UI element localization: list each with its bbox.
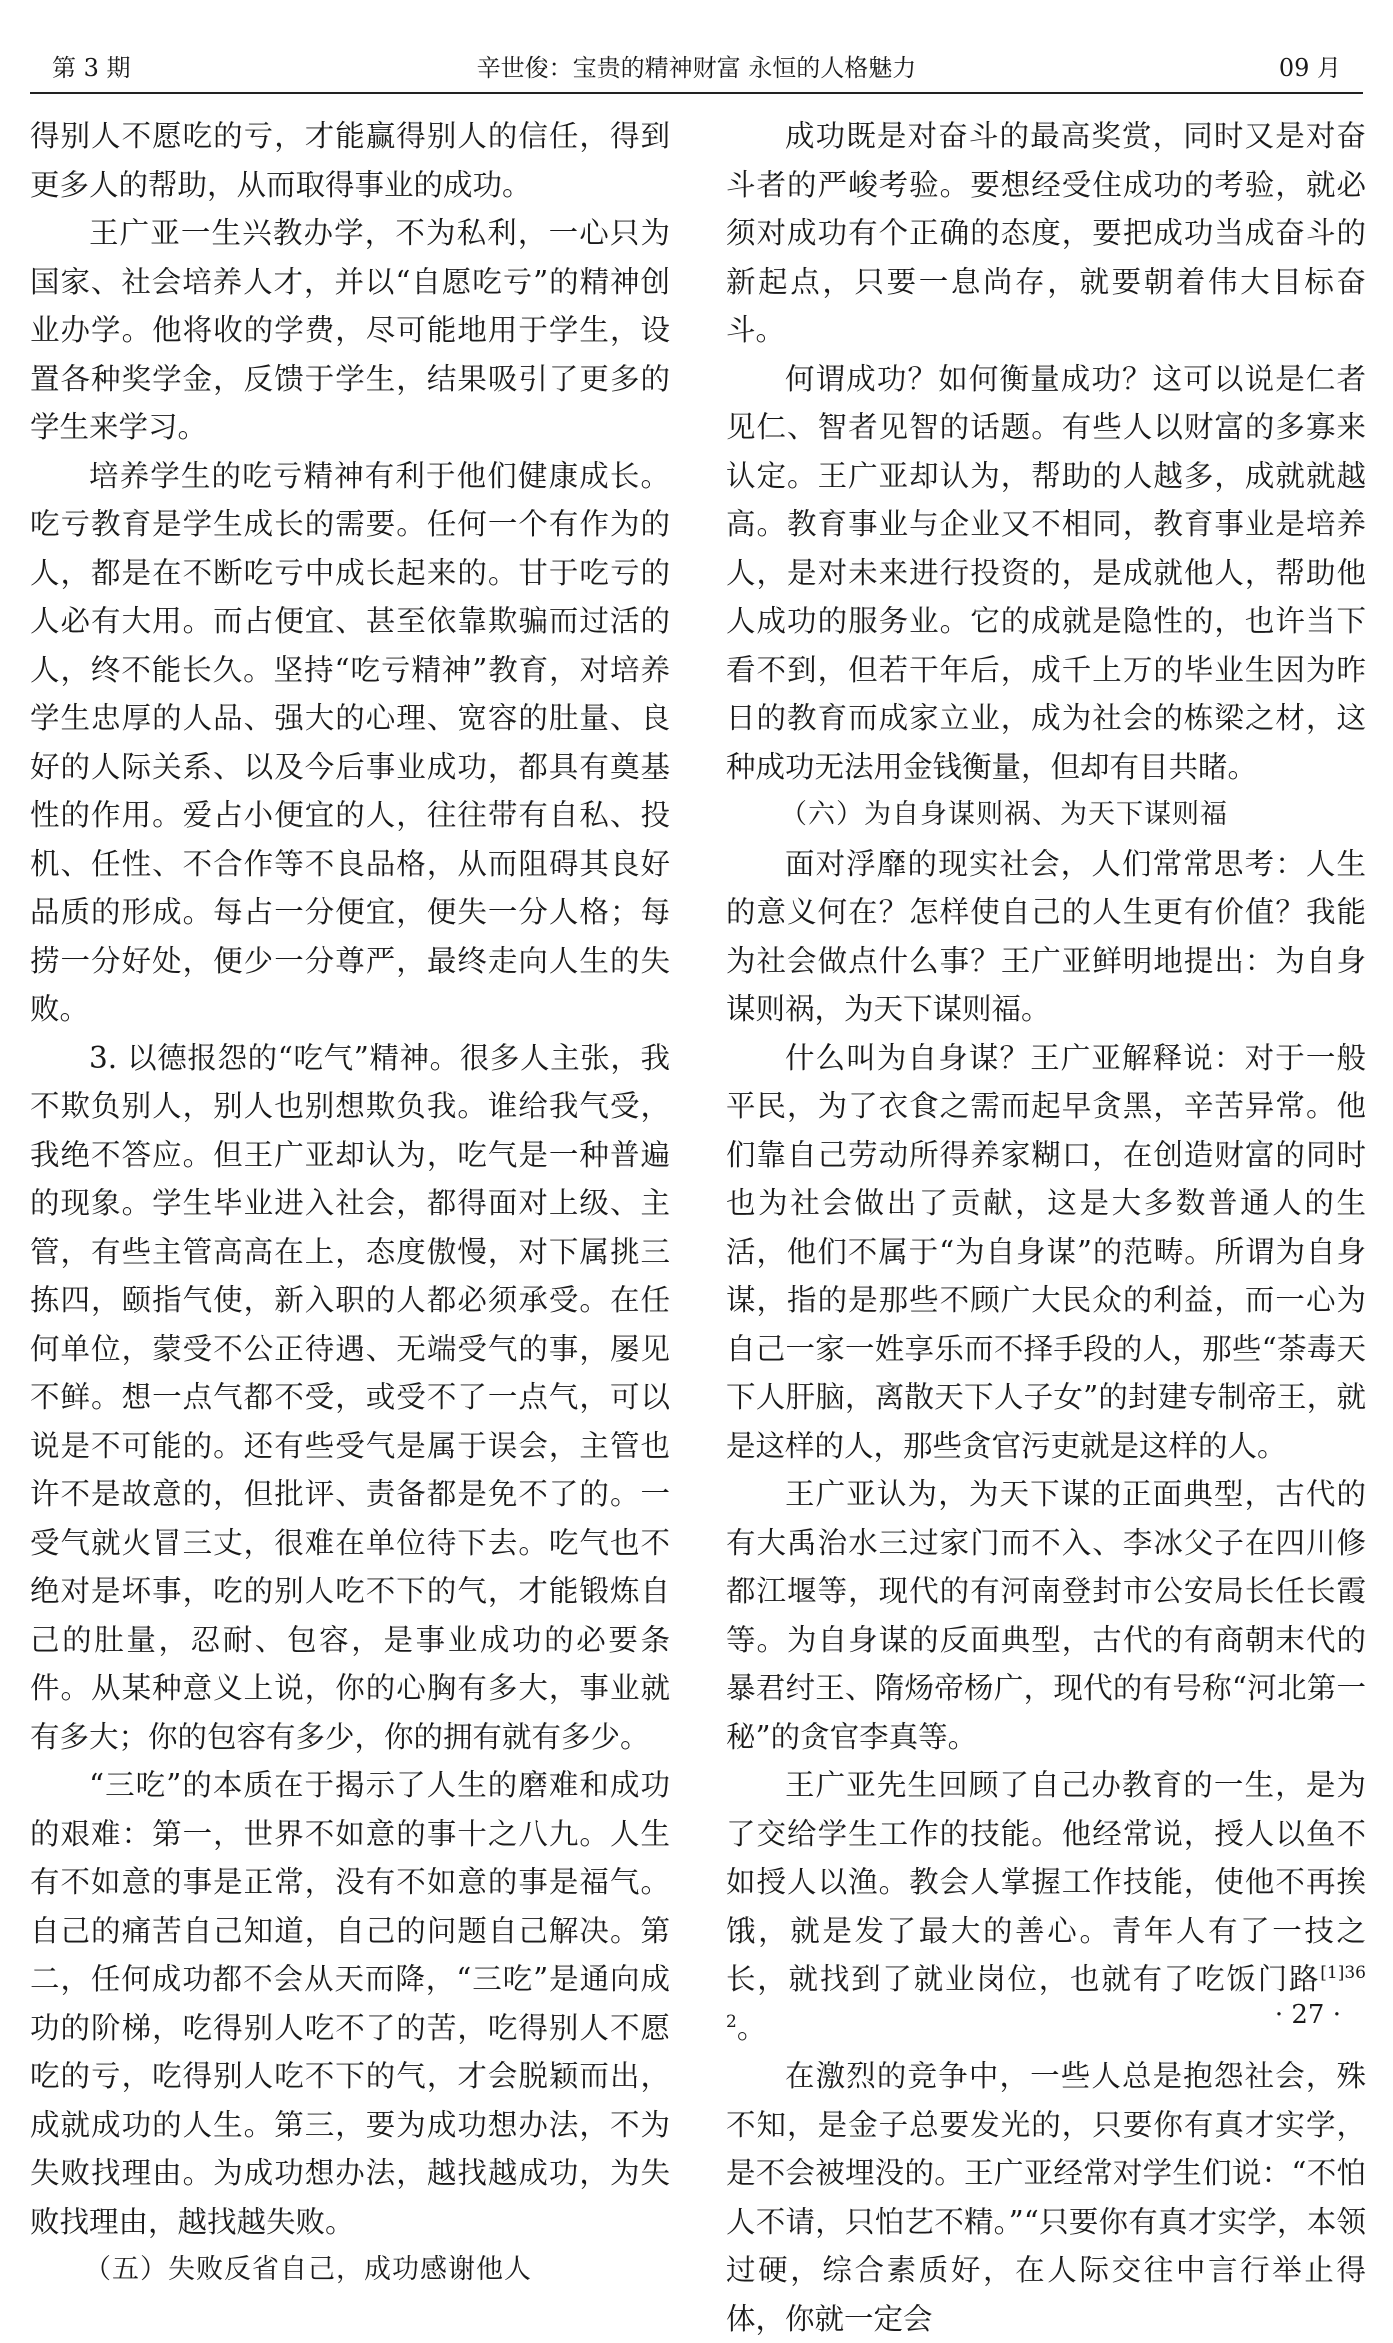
paragraph-end: 。 — [736, 2010, 767, 2045]
left-column — [30, 112, 670, 2295]
section-heading: （六）为自身谋则祸、为天下谋则福 — [780, 799, 1228, 830]
paragraph: 什么叫为自身谋？王广亚解释说：对于一般平民，为了衣食之需而起早贪黑，辛苦异常。他们靠自己劳动所得养家糊口，在创造财富的同时也为社会做出了贡献，这是大多数普通人的生活，他们不属于“为自身谋”的范畴。所谓为自身谋，指的是那些不顾广大民众的利益，而一心为自己一家一姓享乐而不择手段的人，那些“荼毒天下人肝脑，离散天下人子女”的封建专制帝王，就是这样的人，那些贪官污吏就是这样的人。 — [726, 1040, 1366, 1463]
paragraph: 成功既是对奋斗的最高奖赏，同时又是对奋斗者的严峻考验。要想经受住成功的考验，就必须对成功有个正确的态度，要把成功当成奋斗的新起点，只要一息尚存，就要朝着伟大目标奋斗。 — [726, 119, 1366, 347]
header-rule — [30, 92, 1363, 94]
citation-marker: [1]362 — [726, 1963, 1366, 2032]
right-column — [726, 112, 1366, 2343]
issue-month: 09 月 — [1278, 54, 1341, 82]
section-heading: （五）失败反省自己，成功感谢他人 — [84, 2254, 532, 2285]
running-title: 辛世俊：宝贵的精神财富 永恒的人格魅力 — [476, 54, 917, 82]
paragraph: 培养学生的吃亏精神有利于他们健康成长。吃亏教育是学生成长的需要。任何一个有作为的人，都是在不断吃亏中成长起来的。甘于吃亏的人必有大用。而占便宜、甚至依靠欺骗而过活的人，终不能长久。坚持“吃亏精神”教育，对培养学生忠厚的人品、强大的心理、宽容的肚量、良好的人际关系、以及今后事业成功，都具有奠基性的作用。爱占小便宜的人，往往带有自私、投机、任性、不合作等不良品格，从而阻碍其良好品质的形成。每占一分便宜，便失一分人格；每捞一分好处，便少一分尊严，最终走向人生的失败。 — [30, 458, 670, 1026]
paragraph: 王广亚认为，为天下谋的正面典型，古代的有大禹治水三过家门而不入、李冰父子在四川修都江堰等，现代的有河南登封市公安局长任长霞等。为自身谋的反面典型，古代的有商朝末代的暴君纣王、隋炀帝杨广，现代的有号称“河北第一秘”的贪官李真等。 — [726, 1477, 1366, 1754]
paragraph: 得别人不愿吃的亏，才能赢得别人的信任，得到更多人的帮助，从而取得事业的成功。 — [30, 119, 670, 202]
running-header — [30, 48, 1363, 88]
paragraph — [726, 1761, 1366, 2052]
page-number: · 27 · — [1274, 2000, 1341, 2030]
paragraph: “三吃”的本质在于揭示了人生的磨难和成功的艰难：第一，世界不如意的事十之八九。人生有不如意的事是正常，没有不如意的事是福气。自己的痛苦自己知道，自己的问题自己解决。第二，任何成功都不会从天而降，“三吃”是通向成功的阶梯，吃得别人吃不了的苦，吃得别人不愿吃的亏，吃得别人吃不下的气，才会脱颖而出，成就成功的人生。第三，要为成功想办法，不为失败找理由。为成功想办法，越找越成功，为失败找理由，越找越失败。 — [30, 1768, 670, 2239]
paragraph: 何谓成功？如何衡量成功？这可以说是仁者见仁、智者见智的话题。有些人以财富的多寡来认定。王广亚却认为，帮助的人越多，成就就越高。教育事业与企业又不相同，教育事业是培养人，是对未来进行投资的，是成就他人，帮助他人成功的服务业。它的成就是隐性的，也许当下看不到，但若干年后，成千上万的毕业生因为昨日的教育而成家立业，成为社会的栋梁之材，这种成功无法用金钱衡量，但却有目共睹。 — [726, 361, 1366, 784]
paragraph: 在激烈的竞争中，一些人总是抱怨社会，殊不知，是金子总要发光的，只要你有真才实学，是不会被埋没的。王广亚经常对学生们说：“不怕人不请，只怕艺不精。”“只要你有真才实学，本领过硬，综合素质好，在人际交往中言行举止得体，你就一定会 — [726, 2059, 1366, 2336]
paragraph-text: 王广亚先生回顾了自己办教育的一生，是为了交给学生工作的技能。他经常说，授人以鱼不如授人以渔。教会人掌握工作技能，使他不再挨饿，就是发了最大的善心。青年人有了一技之长，就找到了就业岗位，也就有了吃饭门路 — [726, 1768, 1366, 1996]
issue-number: 第 3 期 — [52, 54, 131, 82]
paragraph: 王广亚一生兴教办学，不为私利，一心只为国家、社会培养人才，并以“自愿吃亏”的精神创业办学。他将收的学费，尽可能地用于学生，设置各种奖学金，反馈于学生，结果吸引了更多的学生来学习。 — [30, 216, 670, 444]
paragraph: 3. 以德报怨的“吃气”精神。很多人主张，我不欺负别人，别人也别想欺负我。谁给我气受，我绝不答应。但王广亚却认为，吃气是一种普遍的现象。学生毕业进入社会，都得面对上级、主管，有些主管高高在上，态度傲慢，对下属挑三拣四，颐指气使，新入职的人都必须承受。在任何单位，蒙受不公正待遇、无端受气的事，屡见不鲜。想一点气都不受，或受不了一点气，可以说是不可能的。还有些受气是属于误会，主管也许不是故意的，但批评、责备都是免不了的。一受气就火冒三丈，很难在单位待下去。吃气也不绝对是坏事，吃的别人吃不下的气，才能锻炼自己的肚量，忍耐、包容，是事业成功的必要条件。从某种意义上说，你的心胸有多大，事业就有多大；你的包容有多少，你的拥有就有多少。 — [30, 1040, 670, 1754]
paragraph: 面对浮靡的现实社会，人们常常思考：人生的意义何在？怎样使自己的人生更有价值？我能为社会做点什么事？王广亚鲜明地提出：为自身谋则祸，为天下谋则福。 — [726, 846, 1366, 1026]
